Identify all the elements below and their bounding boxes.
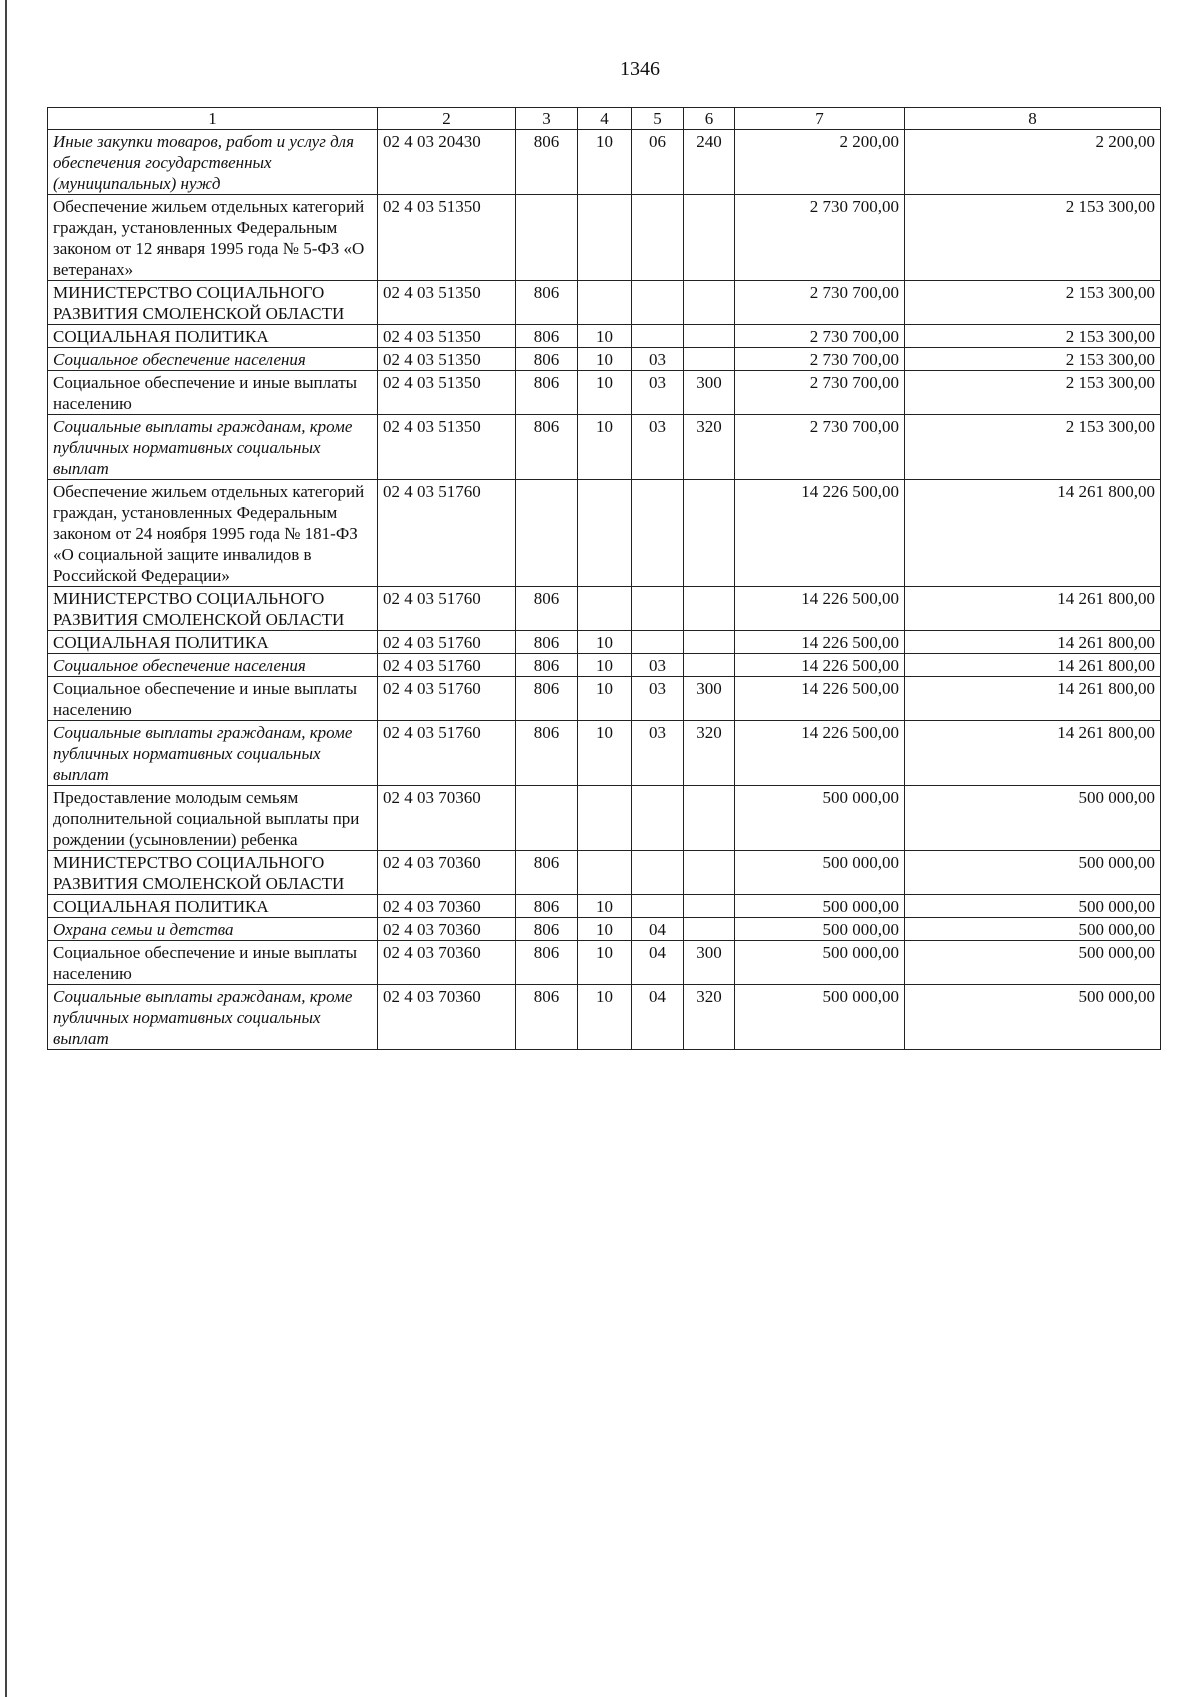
subsection-code-cell: 04 bbox=[632, 985, 684, 1050]
expense-name-cell: Обеспечение жильем отдельных категорий граждан, установленных Федеральным законом от 24 ноября 1995 года № 181-ФЗ «О социальной защите инвалидов в Российской Федерации» bbox=[48, 480, 378, 587]
amount-year1-cell: 2 730 700,00 bbox=[735, 325, 905, 348]
amount-year1-cell: 500 000,00 bbox=[735, 985, 905, 1050]
target-article-code-cell: 02 4 03 51760 bbox=[378, 587, 516, 631]
header-cell: 7 bbox=[735, 108, 905, 130]
amount-year2-cell: 14 261 800,00 bbox=[905, 721, 1161, 786]
amount-year1-cell: 500 000,00 bbox=[735, 918, 905, 941]
section-code-cell: 10 bbox=[578, 985, 632, 1050]
admin-code-cell bbox=[516, 480, 578, 587]
target-article-code-cell: 02 4 03 70360 bbox=[378, 918, 516, 941]
subsection-code-cell: 03 bbox=[632, 415, 684, 480]
section-code-cell: 10 bbox=[578, 895, 632, 918]
section-code-cell: 10 bbox=[578, 654, 632, 677]
amount-year1-cell: 14 226 500,00 bbox=[735, 631, 905, 654]
expense-name-cell: Обеспечение жильем отдельных категорий граждан, установленных Федеральным законом от 12 января 1995 года № 5-ФЗ «О ветеранах» bbox=[48, 195, 378, 281]
target-article-code-cell: 02 4 03 70360 bbox=[378, 985, 516, 1050]
amount-year2-cell: 2 153 300,00 bbox=[905, 195, 1161, 281]
subsection-code-cell: 03 bbox=[632, 654, 684, 677]
admin-code-cell: 806 bbox=[516, 130, 578, 195]
scan-edge-line bbox=[5, 0, 7, 1697]
subsection-code-cell: 06 bbox=[632, 130, 684, 195]
expense-type-code-cell bbox=[684, 195, 735, 281]
table-row bbox=[48, 918, 1161, 941]
table-row bbox=[48, 895, 1161, 918]
table-row bbox=[48, 587, 1161, 631]
table-row bbox=[48, 281, 1161, 325]
expense-type-code-cell bbox=[684, 281, 735, 325]
section-code-cell: 10 bbox=[578, 371, 632, 415]
expense-name-cell: Социальные выплаты гражданам, кроме публичных нормативных социальных выплат bbox=[48, 985, 378, 1050]
amount-year2-cell: 2 200,00 bbox=[905, 130, 1161, 195]
amount-year1-cell: 14 226 500,00 bbox=[735, 677, 905, 721]
table-row bbox=[48, 786, 1161, 851]
amount-year1-cell: 14 226 500,00 bbox=[735, 587, 905, 631]
amount-year1-cell: 2 730 700,00 bbox=[735, 415, 905, 480]
amount-year2-cell: 14 261 800,00 bbox=[905, 480, 1161, 587]
admin-code-cell: 806 bbox=[516, 348, 578, 371]
expense-type-code-cell bbox=[684, 631, 735, 654]
admin-code-cell bbox=[516, 786, 578, 851]
table-row bbox=[48, 195, 1161, 281]
section-code-cell bbox=[578, 851, 632, 895]
expense-name-cell: Социальное обеспечение населения bbox=[48, 654, 378, 677]
table-row bbox=[48, 371, 1161, 415]
expense-type-code-cell: 300 bbox=[684, 371, 735, 415]
table-row bbox=[48, 130, 1161, 195]
subsection-code-cell bbox=[632, 587, 684, 631]
amount-year1-cell: 500 000,00 bbox=[735, 941, 905, 985]
expense-type-code-cell: 300 bbox=[684, 677, 735, 721]
target-article-code-cell: 02 4 03 70360 bbox=[378, 895, 516, 918]
expense-name-cell: Предоставление молодым семьям дополнительной социальной выплаты при рождении (усыновлении) ребенка bbox=[48, 786, 378, 851]
admin-code-cell: 806 bbox=[516, 851, 578, 895]
section-code-cell: 10 bbox=[578, 130, 632, 195]
amount-year1-cell: 14 226 500,00 bbox=[735, 721, 905, 786]
subsection-code-cell: 04 bbox=[632, 918, 684, 941]
expense-type-code-cell bbox=[684, 918, 735, 941]
expense-name-cell: МИНИСТЕРСТВО СОЦИАЛЬНОГО РАЗВИТИЯ СМОЛЕНСКОЙ ОБЛАСТИ bbox=[48, 587, 378, 631]
target-article-code-cell: 02 4 03 51350 bbox=[378, 348, 516, 371]
admin-code-cell: 806 bbox=[516, 721, 578, 786]
header-cell: 4 bbox=[578, 108, 632, 130]
subsection-code-cell: 03 bbox=[632, 348, 684, 371]
expense-name-cell: Иные закупки товаров, работ и услуг для обеспечения государственных (муниципальных) нужд bbox=[48, 130, 378, 195]
expense-name-cell: Социальное обеспечение и иные выплаты населению bbox=[48, 941, 378, 985]
expense-name-cell: Охрана семьи и детства bbox=[48, 918, 378, 941]
section-code-cell: 10 bbox=[578, 631, 632, 654]
header-cell: 3 bbox=[516, 108, 578, 130]
amount-year1-cell: 2 730 700,00 bbox=[735, 195, 905, 281]
subsection-code-cell bbox=[632, 851, 684, 895]
subsection-code-cell bbox=[632, 195, 684, 281]
expense-name-cell: МИНИСТЕРСТВО СОЦИАЛЬНОГО РАЗВИТИЯ СМОЛЕНСКОЙ ОБЛАСТИ bbox=[48, 281, 378, 325]
expense-type-code-cell bbox=[684, 786, 735, 851]
admin-code-cell: 806 bbox=[516, 415, 578, 480]
expense-type-code-cell bbox=[684, 851, 735, 895]
table-row bbox=[48, 654, 1161, 677]
section-code-cell: 10 bbox=[578, 348, 632, 371]
target-article-code-cell: 02 4 03 51350 bbox=[378, 281, 516, 325]
expense-name-cell: СОЦИАЛЬНАЯ ПОЛИТИКА bbox=[48, 895, 378, 918]
table-row bbox=[48, 348, 1161, 371]
expense-type-code-cell bbox=[684, 654, 735, 677]
subsection-code-cell bbox=[632, 895, 684, 918]
target-article-code-cell: 02 4 03 51760 bbox=[378, 721, 516, 786]
subsection-code-cell: 03 bbox=[632, 371, 684, 415]
target-article-code-cell: 02 4 03 70360 bbox=[378, 941, 516, 985]
amount-year2-cell: 500 000,00 bbox=[905, 941, 1161, 985]
expense-name-cell: МИНИСТЕРСТВО СОЦИАЛЬНОГО РАЗВИТИЯ СМОЛЕНСКОЙ ОБЛАСТИ bbox=[48, 851, 378, 895]
subsection-code-cell: 03 bbox=[632, 677, 684, 721]
amount-year1-cell: 14 226 500,00 bbox=[735, 480, 905, 587]
amount-year2-cell: 14 261 800,00 bbox=[905, 587, 1161, 631]
section-code-cell: 10 bbox=[578, 677, 632, 721]
table-body bbox=[48, 130, 1161, 1050]
section-code-cell: 10 bbox=[578, 325, 632, 348]
admin-code-cell bbox=[516, 195, 578, 281]
admin-code-cell: 806 bbox=[516, 281, 578, 325]
expense-name-cell: Социальное обеспечение и иные выплаты населению bbox=[48, 677, 378, 721]
table-row bbox=[48, 480, 1161, 587]
admin-code-cell: 806 bbox=[516, 631, 578, 654]
target-article-code-cell: 02 4 03 51760 bbox=[378, 654, 516, 677]
target-article-code-cell: 02 4 03 51350 bbox=[378, 415, 516, 480]
admin-code-cell: 806 bbox=[516, 371, 578, 415]
section-code-cell: 10 bbox=[578, 415, 632, 480]
amount-year2-cell: 14 261 800,00 bbox=[905, 677, 1161, 721]
expense-name-cell: СОЦИАЛЬНАЯ ПОЛИТИКА bbox=[48, 631, 378, 654]
amount-year1-cell: 2 730 700,00 bbox=[735, 281, 905, 325]
subsection-code-cell bbox=[632, 631, 684, 654]
admin-code-cell: 806 bbox=[516, 918, 578, 941]
table-row bbox=[48, 985, 1161, 1050]
admin-code-cell: 806 bbox=[516, 677, 578, 721]
amount-year2-cell: 2 153 300,00 bbox=[905, 325, 1161, 348]
table-row bbox=[48, 851, 1161, 895]
expense-name-cell: СОЦИАЛЬНАЯ ПОЛИТИКА bbox=[48, 325, 378, 348]
amount-year2-cell: 14 261 800,00 bbox=[905, 654, 1161, 677]
admin-code-cell: 806 bbox=[516, 325, 578, 348]
target-article-code-cell: 02 4 03 70360 bbox=[378, 851, 516, 895]
amount-year2-cell: 2 153 300,00 bbox=[905, 281, 1161, 325]
page-number: 1346 bbox=[620, 58, 660, 80]
header-cell: 8 bbox=[905, 108, 1161, 130]
amount-year1-cell: 500 000,00 bbox=[735, 895, 905, 918]
budget-table bbox=[47, 107, 1161, 1050]
target-article-code-cell: 02 4 03 51350 bbox=[378, 371, 516, 415]
expense-type-code-cell bbox=[684, 325, 735, 348]
expense-name-cell: Социальное обеспечение населения bbox=[48, 348, 378, 371]
section-code-cell bbox=[578, 480, 632, 587]
section-code-cell: 10 bbox=[578, 941, 632, 985]
expense-type-code-cell: 240 bbox=[684, 130, 735, 195]
expense-type-code-cell: 300 bbox=[684, 941, 735, 985]
header-cell: 1 bbox=[48, 108, 378, 130]
expense-type-code-cell: 320 bbox=[684, 985, 735, 1050]
admin-code-cell: 806 bbox=[516, 654, 578, 677]
subsection-code-cell bbox=[632, 281, 684, 325]
admin-code-cell: 806 bbox=[516, 985, 578, 1050]
subsection-code-cell: 03 bbox=[632, 721, 684, 786]
expense-name-cell: Социальные выплаты гражданам, кроме публичных нормативных социальных выплат bbox=[48, 415, 378, 480]
subsection-code-cell bbox=[632, 480, 684, 587]
admin-code-cell: 806 bbox=[516, 895, 578, 918]
target-article-code-cell: 02 4 03 51350 bbox=[378, 325, 516, 348]
amount-year2-cell: 2 153 300,00 bbox=[905, 415, 1161, 480]
section-code-cell: 10 bbox=[578, 721, 632, 786]
amount-year1-cell: 2 200,00 bbox=[735, 130, 905, 195]
target-article-code-cell: 02 4 03 51350 bbox=[378, 195, 516, 281]
subsection-code-cell: 04 bbox=[632, 941, 684, 985]
subsection-code-cell bbox=[632, 325, 684, 348]
expense-type-code-cell: 320 bbox=[684, 721, 735, 786]
subsection-code-cell bbox=[632, 786, 684, 851]
admin-code-cell: 806 bbox=[516, 587, 578, 631]
target-article-code-cell: 02 4 03 51760 bbox=[378, 480, 516, 587]
table-header-row bbox=[48, 108, 1161, 130]
header-cell: 5 bbox=[632, 108, 684, 130]
amount-year1-cell: 500 000,00 bbox=[735, 786, 905, 851]
expense-type-code-cell bbox=[684, 895, 735, 918]
table-row bbox=[48, 631, 1161, 654]
amount-year2-cell: 500 000,00 bbox=[905, 895, 1161, 918]
section-code-cell bbox=[578, 195, 632, 281]
amount-year1-cell: 14 226 500,00 bbox=[735, 654, 905, 677]
table-row bbox=[48, 677, 1161, 721]
amount-year1-cell: 500 000,00 bbox=[735, 851, 905, 895]
expense-type-code-cell: 320 bbox=[684, 415, 735, 480]
amount-year1-cell: 2 730 700,00 bbox=[735, 371, 905, 415]
amount-year2-cell: 500 000,00 bbox=[905, 851, 1161, 895]
amount-year2-cell: 2 153 300,00 bbox=[905, 348, 1161, 371]
table-row bbox=[48, 325, 1161, 348]
table-row bbox=[48, 415, 1161, 480]
expense-name-cell: Социальные выплаты гражданам, кроме публичных нормативных социальных выплат bbox=[48, 721, 378, 786]
amount-year2-cell: 2 153 300,00 bbox=[905, 371, 1161, 415]
table-row bbox=[48, 721, 1161, 786]
section-code-cell: 10 bbox=[578, 918, 632, 941]
header-cell: 6 bbox=[684, 108, 735, 130]
expense-type-code-cell bbox=[684, 587, 735, 631]
amount-year2-cell: 500 000,00 bbox=[905, 786, 1161, 851]
target-article-code-cell: 02 4 03 51760 bbox=[378, 677, 516, 721]
expense-name-cell: Социальное обеспечение и иные выплаты населению bbox=[48, 371, 378, 415]
target-article-code-cell: 02 4 03 70360 bbox=[378, 786, 516, 851]
section-code-cell bbox=[578, 587, 632, 631]
target-article-code-cell: 02 4 03 20430 bbox=[378, 130, 516, 195]
header-cell: 2 bbox=[378, 108, 516, 130]
amount-year2-cell: 500 000,00 bbox=[905, 918, 1161, 941]
section-code-cell bbox=[578, 281, 632, 325]
expense-type-code-cell bbox=[684, 480, 735, 587]
amount-year1-cell: 2 730 700,00 bbox=[735, 348, 905, 371]
expense-type-code-cell bbox=[684, 348, 735, 371]
table-row bbox=[48, 941, 1161, 985]
amount-year2-cell: 500 000,00 bbox=[905, 985, 1161, 1050]
section-code-cell bbox=[578, 786, 632, 851]
admin-code-cell: 806 bbox=[516, 941, 578, 985]
target-article-code-cell: 02 4 03 51760 bbox=[378, 631, 516, 654]
amount-year2-cell: 14 261 800,00 bbox=[905, 631, 1161, 654]
